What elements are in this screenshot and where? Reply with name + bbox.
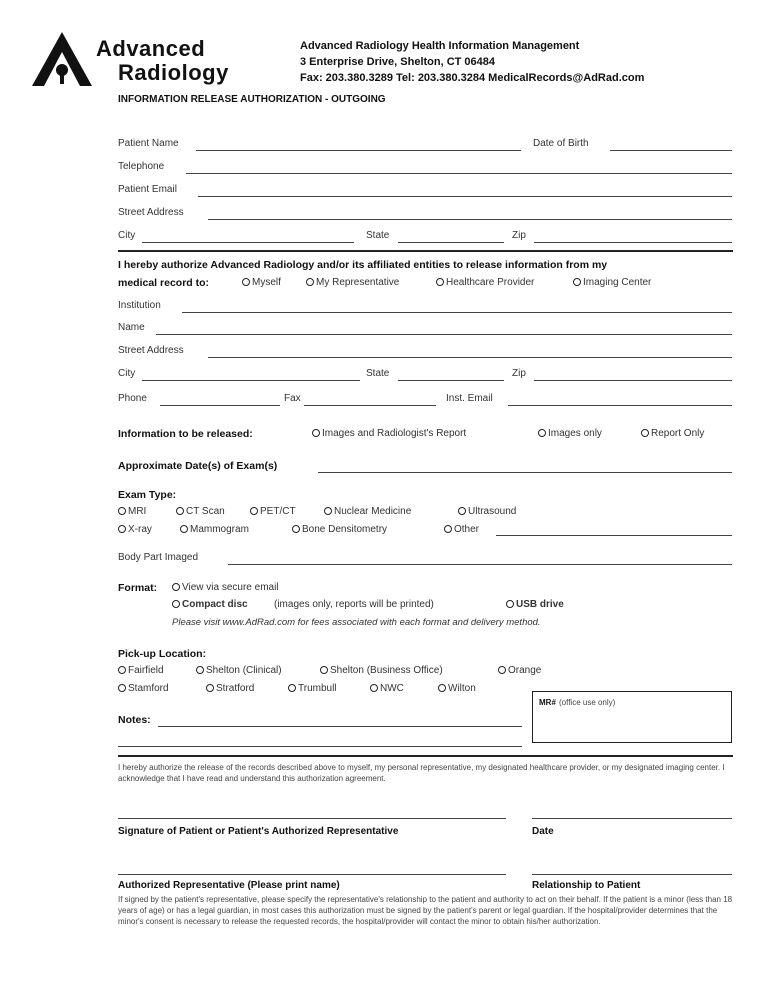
option-label: Orange (508, 665, 542, 676)
rep-name-label: Authorized Representative (Please print name) (118, 880, 340, 891)
option-label: My Representative (316, 277, 400, 288)
option-label: Bone Densitometry (302, 524, 388, 535)
info-option-report-only[interactable] (641, 428, 704, 439)
patient-name-label: Patient Name (118, 138, 179, 149)
relationship-field[interactable] (532, 874, 732, 875)
option-label: Fairfield (128, 665, 164, 676)
option-label: Other (454, 524, 480, 535)
recipient-fax-label: Fax (284, 393, 301, 404)
telephone-label: Telephone (118, 161, 165, 172)
authorization-text: I hereby authorize the release of the records described above to myself, my personal representative, my designated healthcare provider, or my designated imaging center. I acknowledge that I have read and understand this authorization agreement. (118, 763, 725, 783)
option-label: Report Only (651, 428, 705, 439)
option-label: MRI (128, 506, 147, 517)
radio-icon (196, 666, 204, 674)
logo-word-advanced: Advanced (96, 36, 206, 61)
exam-option-petct[interactable] (250, 506, 296, 517)
pickup-option-nwc[interactable] (370, 683, 404, 694)
radio-icon (436, 278, 444, 286)
patient-name-field[interactable] (196, 150, 521, 151)
pickup-label: Pick-up Location: (118, 648, 207, 660)
option-label: Myself (252, 277, 281, 288)
authorization-divider (118, 755, 733, 757)
pickup-option-wilton[interactable] (438, 683, 476, 694)
release-option-representative[interactable] (306, 277, 399, 288)
recipient-name-field[interactable] (156, 334, 732, 335)
pickup-option-orange[interactable] (498, 665, 541, 676)
exam-option-nuclear[interactable] (324, 506, 411, 517)
pickup-option-shelton-clinical[interactable] (196, 665, 282, 676)
radio-icon (292, 525, 300, 533)
pickup-option-stratford[interactable] (206, 683, 254, 694)
option-label: Images and Radiologist's Report (322, 428, 467, 439)
recipient-street-label: Street Address (118, 345, 184, 356)
street-address-label: Street Address (118, 207, 184, 218)
option-label: Mammogram (190, 524, 249, 535)
radio-icon (172, 583, 180, 591)
recipient-city-field[interactable] (142, 380, 360, 381)
format-fee-note: Please visit www.AdRad.com for fees associated with each format and delivery method. (172, 617, 541, 628)
format-label: Format: (118, 582, 158, 594)
state-field[interactable] (398, 242, 504, 243)
option-label: Trumbull (298, 683, 337, 694)
radio-icon (320, 666, 328, 674)
info-option-images-only[interactable] (538, 428, 602, 439)
option-label: Ultrasound (468, 506, 517, 517)
recipient-phone-label: Phone (118, 393, 147, 404)
exam-dates-field[interactable] (318, 472, 732, 473)
radio-icon (506, 600, 514, 608)
radio-icon (370, 684, 378, 692)
patient-email-field[interactable] (198, 196, 732, 197)
org-contact: Fax: 203.380.3289 Tel: 203.380.3284 MedicalRecords@AdRad.com (300, 72, 645, 84)
radio-icon (458, 507, 466, 515)
section-divider (118, 250, 733, 252)
format-option-email[interactable] (172, 582, 279, 593)
recipient-name-label: Name (118, 322, 145, 333)
radio-icon (242, 278, 250, 286)
option-label: Images only (548, 428, 602, 439)
notes-field-line2[interactable] (118, 746, 522, 747)
recipient-street-field[interactable] (208, 357, 732, 358)
recipient-phone-field[interactable] (160, 405, 280, 406)
recipient-state-label: State (366, 368, 390, 379)
institution-field[interactable] (182, 312, 732, 313)
recipient-city-label: City (118, 368, 136, 379)
option-label: View via secure email (182, 582, 279, 593)
info-released-label: Information to be released: (118, 428, 253, 440)
option-label: Stratford (216, 683, 255, 694)
radio-icon (180, 525, 188, 533)
radio-icon (312, 429, 320, 437)
patient-email-label: Patient Email (118, 184, 177, 195)
logo-word-radiology: Radiology (118, 60, 229, 85)
option-label: USB drive (516, 599, 564, 610)
release-option-imaging-center[interactable] (573, 277, 651, 288)
exam-option-other[interactable] (444, 524, 479, 535)
signature-date-field[interactable] (532, 818, 732, 819)
telephone-field[interactable] (186, 173, 732, 174)
release-option-myself[interactable] (242, 277, 281, 288)
recipient-fax-field[interactable] (304, 405, 436, 406)
release-statement: I hereby authorize Advanced Radiology and/or its affiliated entities to release information from my (118, 259, 608, 271)
city-label: City (118, 230, 136, 241)
notes-field[interactable] (158, 726, 522, 727)
radio-icon (641, 429, 649, 437)
option-label: Shelton (Clinical) (206, 665, 282, 676)
recipient-email-label: Inst. Email (446, 393, 493, 404)
exam-option-ct[interactable] (176, 506, 225, 517)
mr-number-label: MR# (539, 698, 556, 707)
signature-label: Signature of Patient or Patient's Authorized Representative (118, 826, 399, 837)
recipient-zip-field[interactable] (534, 380, 732, 381)
logo-mark-icon (30, 30, 94, 88)
release-option-healthcare-provider[interactable] (436, 277, 534, 288)
dob-field[interactable] (610, 150, 732, 151)
exam-option-xray[interactable] (118, 524, 152, 535)
dob-label: Date of Birth (533, 138, 589, 149)
pickup-option-shelton-business[interactable] (320, 665, 443, 676)
radio-icon (118, 507, 126, 515)
date-label: Date (532, 826, 554, 837)
radio-icon (306, 278, 314, 286)
option-label: CT Scan (186, 506, 225, 517)
exam-option-mri[interactable] (118, 506, 146, 517)
release-to-label: medical record to: (118, 277, 210, 289)
street-address-field[interactable] (208, 219, 732, 220)
recipient-zip-label: Zip (512, 368, 526, 379)
recipient-email-field[interactable] (508, 405, 732, 406)
option-label: Imaging Center (583, 277, 652, 288)
radio-icon (206, 684, 214, 692)
logo (30, 30, 270, 90)
radio-icon (288, 684, 296, 692)
radio-icon (498, 666, 506, 674)
option-label: PET/CT (260, 506, 296, 517)
info-option-images-report[interactable] (312, 428, 466, 439)
format-option-usb[interactable] (506, 599, 564, 610)
option-label: Wilton (448, 683, 476, 694)
signature-field[interactable] (118, 818, 506, 819)
option-label: X-ray (128, 524, 152, 535)
format-option-cd[interactable] (172, 599, 248, 610)
institution-label: Institution (118, 300, 161, 311)
option-label: Shelton (Business Office) (330, 665, 443, 676)
pickup-option-stamford[interactable] (118, 683, 169, 694)
rep-name-field[interactable] (118, 874, 506, 875)
recipient-state-field[interactable] (398, 380, 504, 381)
exam-option-mammogram[interactable] (180, 524, 249, 535)
city-field[interactable] (142, 242, 354, 243)
exam-type-label: Exam Type: (118, 489, 177, 501)
radio-icon (118, 666, 126, 674)
option-label: Nuclear Medicine (334, 506, 412, 517)
radio-icon (538, 429, 546, 437)
exam-other-field[interactable] (496, 535, 732, 536)
radio-icon (172, 600, 180, 608)
zip-field[interactable] (534, 242, 732, 243)
zip-label: Zip (512, 230, 526, 241)
org-address: 3 Enterprise Drive, Shelton, CT 06484 (300, 56, 496, 68)
representative-footnote: If signed by the patient's representative, please specify the representative's relationship to the patient and authority to act on their behalf. If the patient is a minor (less than 18 years of age) or has a legal guardian, in most cases this authorization must be signed by the patient's parent or legal guardian. If the hospital/provider determines that the minor's consent is necessary to release the requested records, the hospital/provider will contact the minor to obtain his/her authorization. (118, 895, 733, 926)
pickup-option-trumbull[interactable] (288, 683, 337, 694)
org-name: Advanced Radiology Health Information Management (300, 40, 580, 52)
option-label: NWC (380, 683, 404, 694)
option-label: Compact disc (182, 599, 248, 610)
office-use-box (532, 691, 732, 743)
exam-dates-label: Approximate Date(s) of Exam(s) (118, 460, 278, 472)
office-use-note: (office use only) (559, 698, 616, 707)
radio-icon (250, 507, 258, 515)
body-part-label: Body Part Imaged (118, 552, 199, 563)
radio-icon (324, 507, 332, 515)
body-part-field[interactable] (228, 564, 732, 565)
notes-label: Notes: (118, 714, 151, 726)
radio-icon (438, 684, 446, 692)
radio-icon (573, 278, 581, 286)
radio-icon (118, 684, 126, 692)
state-label: State (366, 230, 390, 241)
format-cd-note: (images only, reports will be printed) (274, 599, 434, 610)
exam-option-ultrasound[interactable] (458, 506, 516, 517)
pickup-option-fairfield[interactable] (118, 665, 164, 676)
relationship-label: Relationship to Patient (532, 880, 641, 891)
option-label: Stamford (128, 683, 169, 694)
form-title: INFORMATION RELEASE AUTHORIZATION - OUTGOING (118, 94, 386, 105)
exam-option-bone-density[interactable] (292, 524, 387, 535)
option-label: Healthcare Provider (446, 277, 535, 288)
radio-icon (118, 525, 126, 533)
radio-icon (176, 507, 184, 515)
radio-icon (444, 525, 452, 533)
